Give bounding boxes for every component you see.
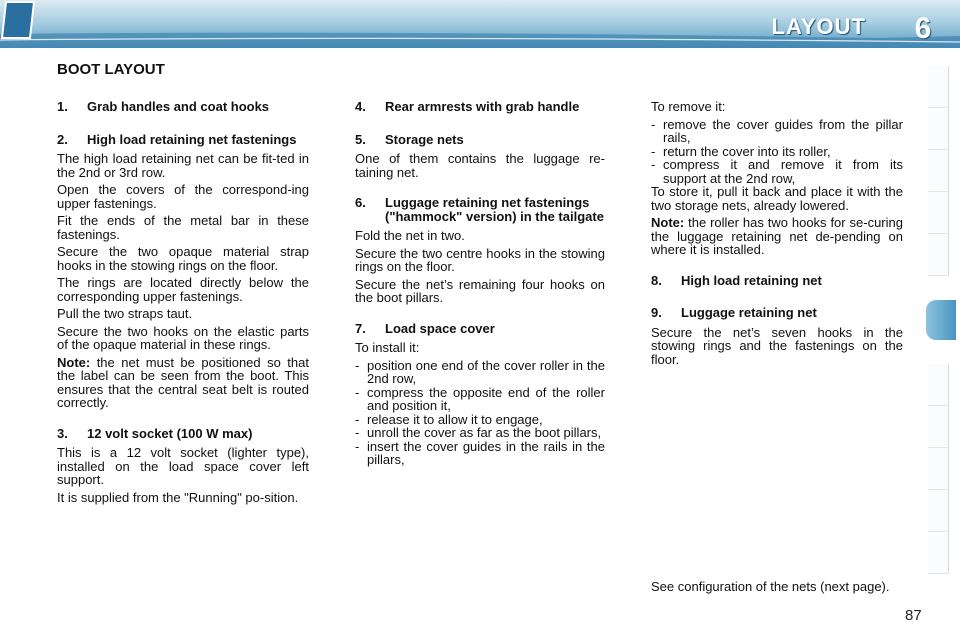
- chapter-tab[interactable]: [928, 66, 949, 108]
- column-2: [355, 100, 605, 467]
- paragraph: This is a 12 volt socket (lighter type), installed on the load space cover left support.: [57, 445, 309, 487]
- list-item: - compress the opposite end of the roller and position it,: [355, 384, 605, 413]
- list-item: - position one end of the cover roller in the 2nd row,: [355, 357, 605, 386]
- list-item: - release it to allow it to engage,: [355, 413, 605, 427]
- list-item-text: release it to allow it to engage,: [367, 411, 543, 427]
- list-item: - compress it and remove it from its support at the 2nd row,: [651, 157, 903, 186]
- list-item-text: unroll the cover as far as the boot pillars,: [367, 425, 602, 440]
- paragraph: Secure the net’s remaining four hooks on the boot pillars.: [355, 276, 605, 305]
- paragraph: The high load retaining net can be fit-ted in the 2nd or 3rd row.: [57, 151, 309, 180]
- chapter-tab[interactable]: [928, 108, 949, 150]
- heading-8: [651, 274, 903, 288]
- paragraph: Secure the two centre hooks in the stowing rings on the floor.: [355, 245, 605, 274]
- heading-text: High load retaining net fastenings: [87, 131, 297, 147]
- heading-text: High load retaining net: [681, 272, 822, 288]
- chapter-title: LAYOUT: [771, 14, 866, 39]
- heading-4: [355, 100, 605, 114]
- paragraph: Secure the two opaque material strap hooks in the stowing rings on the floor.: [57, 244, 309, 273]
- list-item: - remove the cover guides from the pillar rails,: [651, 116, 903, 145]
- heading-number: 8.: [651, 272, 662, 288]
- footnote: See configuration of the nets (next page).: [651, 579, 890, 594]
- heading-number: 5.: [355, 131, 366, 147]
- list-item: - insert the cover guides in the rails in the pillars,: [355, 438, 605, 467]
- column-3: [651, 100, 903, 370]
- paragraph: One of them contains the luggage re-taining net.: [355, 151, 605, 180]
- heading-text: Rear armrests with grab handle: [385, 99, 580, 114]
- list-item-text: return the cover into its roller,: [663, 143, 831, 159]
- chapter-tab[interactable]: [928, 150, 949, 192]
- paragraph: Open the covers of the correspond-ing upper fastenings.: [57, 182, 309, 211]
- heading-1: [57, 100, 309, 114]
- chapter-tab-active[interactable]: [926, 300, 956, 340]
- heading-number: 7.: [355, 320, 366, 336]
- list-item-text: position one end of the cover roller in the 2nd row,: [367, 357, 605, 386]
- paragraph: It is supplied from the "Running" po-sition.: [57, 489, 299, 505]
- heading-9: [651, 306, 903, 320]
- paragraph: Secure the net’s seven hooks in the stowing rings and the fastenings on the floor.: [651, 324, 903, 367]
- chapter-tab[interactable]: [928, 448, 949, 490]
- heading-text: Grab handles and coat hooks: [87, 99, 270, 114]
- chapter-tab[interactable]: [928, 192, 949, 234]
- chapter-tabs: [922, 66, 960, 574]
- chapter-tab[interactable]: [928, 532, 949, 574]
- list-item-text: remove the cover guides from the pillar rails,: [663, 116, 903, 145]
- note-text: the roller has two hooks for se-curing the luggage retaining net de-pending on where it is installed.: [651, 215, 903, 257]
- paragraph: Pull the two straps taut.: [57, 306, 193, 321]
- list-item-text: compress the opposite end of the roller and position it,: [367, 384, 605, 413]
- page-number: 87: [905, 607, 922, 624]
- note-label: Note:: [57, 354, 91, 370]
- chapter-tab[interactable]: [928, 364, 949, 406]
- note-text: the net must be positioned so that the label can be seen from the boot. This ensures that the central seat belt is routed correctly.: [57, 354, 309, 410]
- list-item: - return the cover into its roller,: [651, 145, 903, 159]
- heading-3: [57, 427, 309, 441]
- note: [651, 216, 903, 257]
- paragraph: The rings are located directly below the corresponding upper fastenings.: [57, 275, 309, 304]
- chapter-badge-icon: [0, 0, 38, 40]
- note-label: Note:: [651, 215, 685, 230]
- heading-number: 3.: [57, 425, 68, 441]
- section-title: BOOT LAYOUT: [57, 61, 165, 78]
- chapter-tab[interactable]: [928, 406, 949, 448]
- list-item-text: compress it and remove it from its support at the 2nd row,: [663, 157, 903, 186]
- chapter-header: [0, 0, 960, 48]
- paragraph: Secure the two hooks on the elastic parts of the opaque material in these rings.: [57, 323, 309, 352]
- heading-text: Luggage retaining net: [681, 305, 817, 320]
- list-item-text: insert the cover guides in the rails in the pillars,: [367, 438, 605, 467]
- paragraph: Fold the net in two.: [355, 228, 465, 243]
- chapter-number: 6: [914, 12, 932, 45]
- heading-7: [355, 322, 605, 336]
- heading-text: 12 volt socket (100 W max): [87, 425, 253, 441]
- heading-number: 2.: [57, 131, 68, 147]
- column-1: [57, 100, 309, 508]
- heading-number: 4.: [355, 99, 366, 114]
- heading-5: [355, 133, 605, 147]
- heading-number: 9.: [651, 305, 662, 320]
- heading-text: Load space cover: [385, 320, 495, 336]
- heading-2: [57, 133, 309, 147]
- heading-text: Luggage retaining net fastenings ("hammock" version) in the tailgate: [385, 195, 604, 224]
- chapter-tab[interactable]: [928, 490, 949, 532]
- chapter-tab[interactable]: [928, 234, 949, 276]
- heading-number: 1.: [57, 99, 68, 114]
- heading-6: [355, 196, 605, 223]
- paragraph: To store it, pull it back and place it with the two storage nets, already lowered.: [651, 184, 903, 213]
- list-item: - unroll the cover as far as the boot pillars,: [355, 426, 605, 440]
- note: [57, 356, 309, 410]
- paragraph: Fit the ends of the metal bar in these fastenings.: [57, 213, 309, 242]
- heading-number: 6.: [355, 195, 366, 210]
- heading-text: Storage nets: [385, 131, 464, 147]
- paragraph: To remove it:: [651, 99, 726, 114]
- paragraph: To install it:: [355, 340, 420, 355]
